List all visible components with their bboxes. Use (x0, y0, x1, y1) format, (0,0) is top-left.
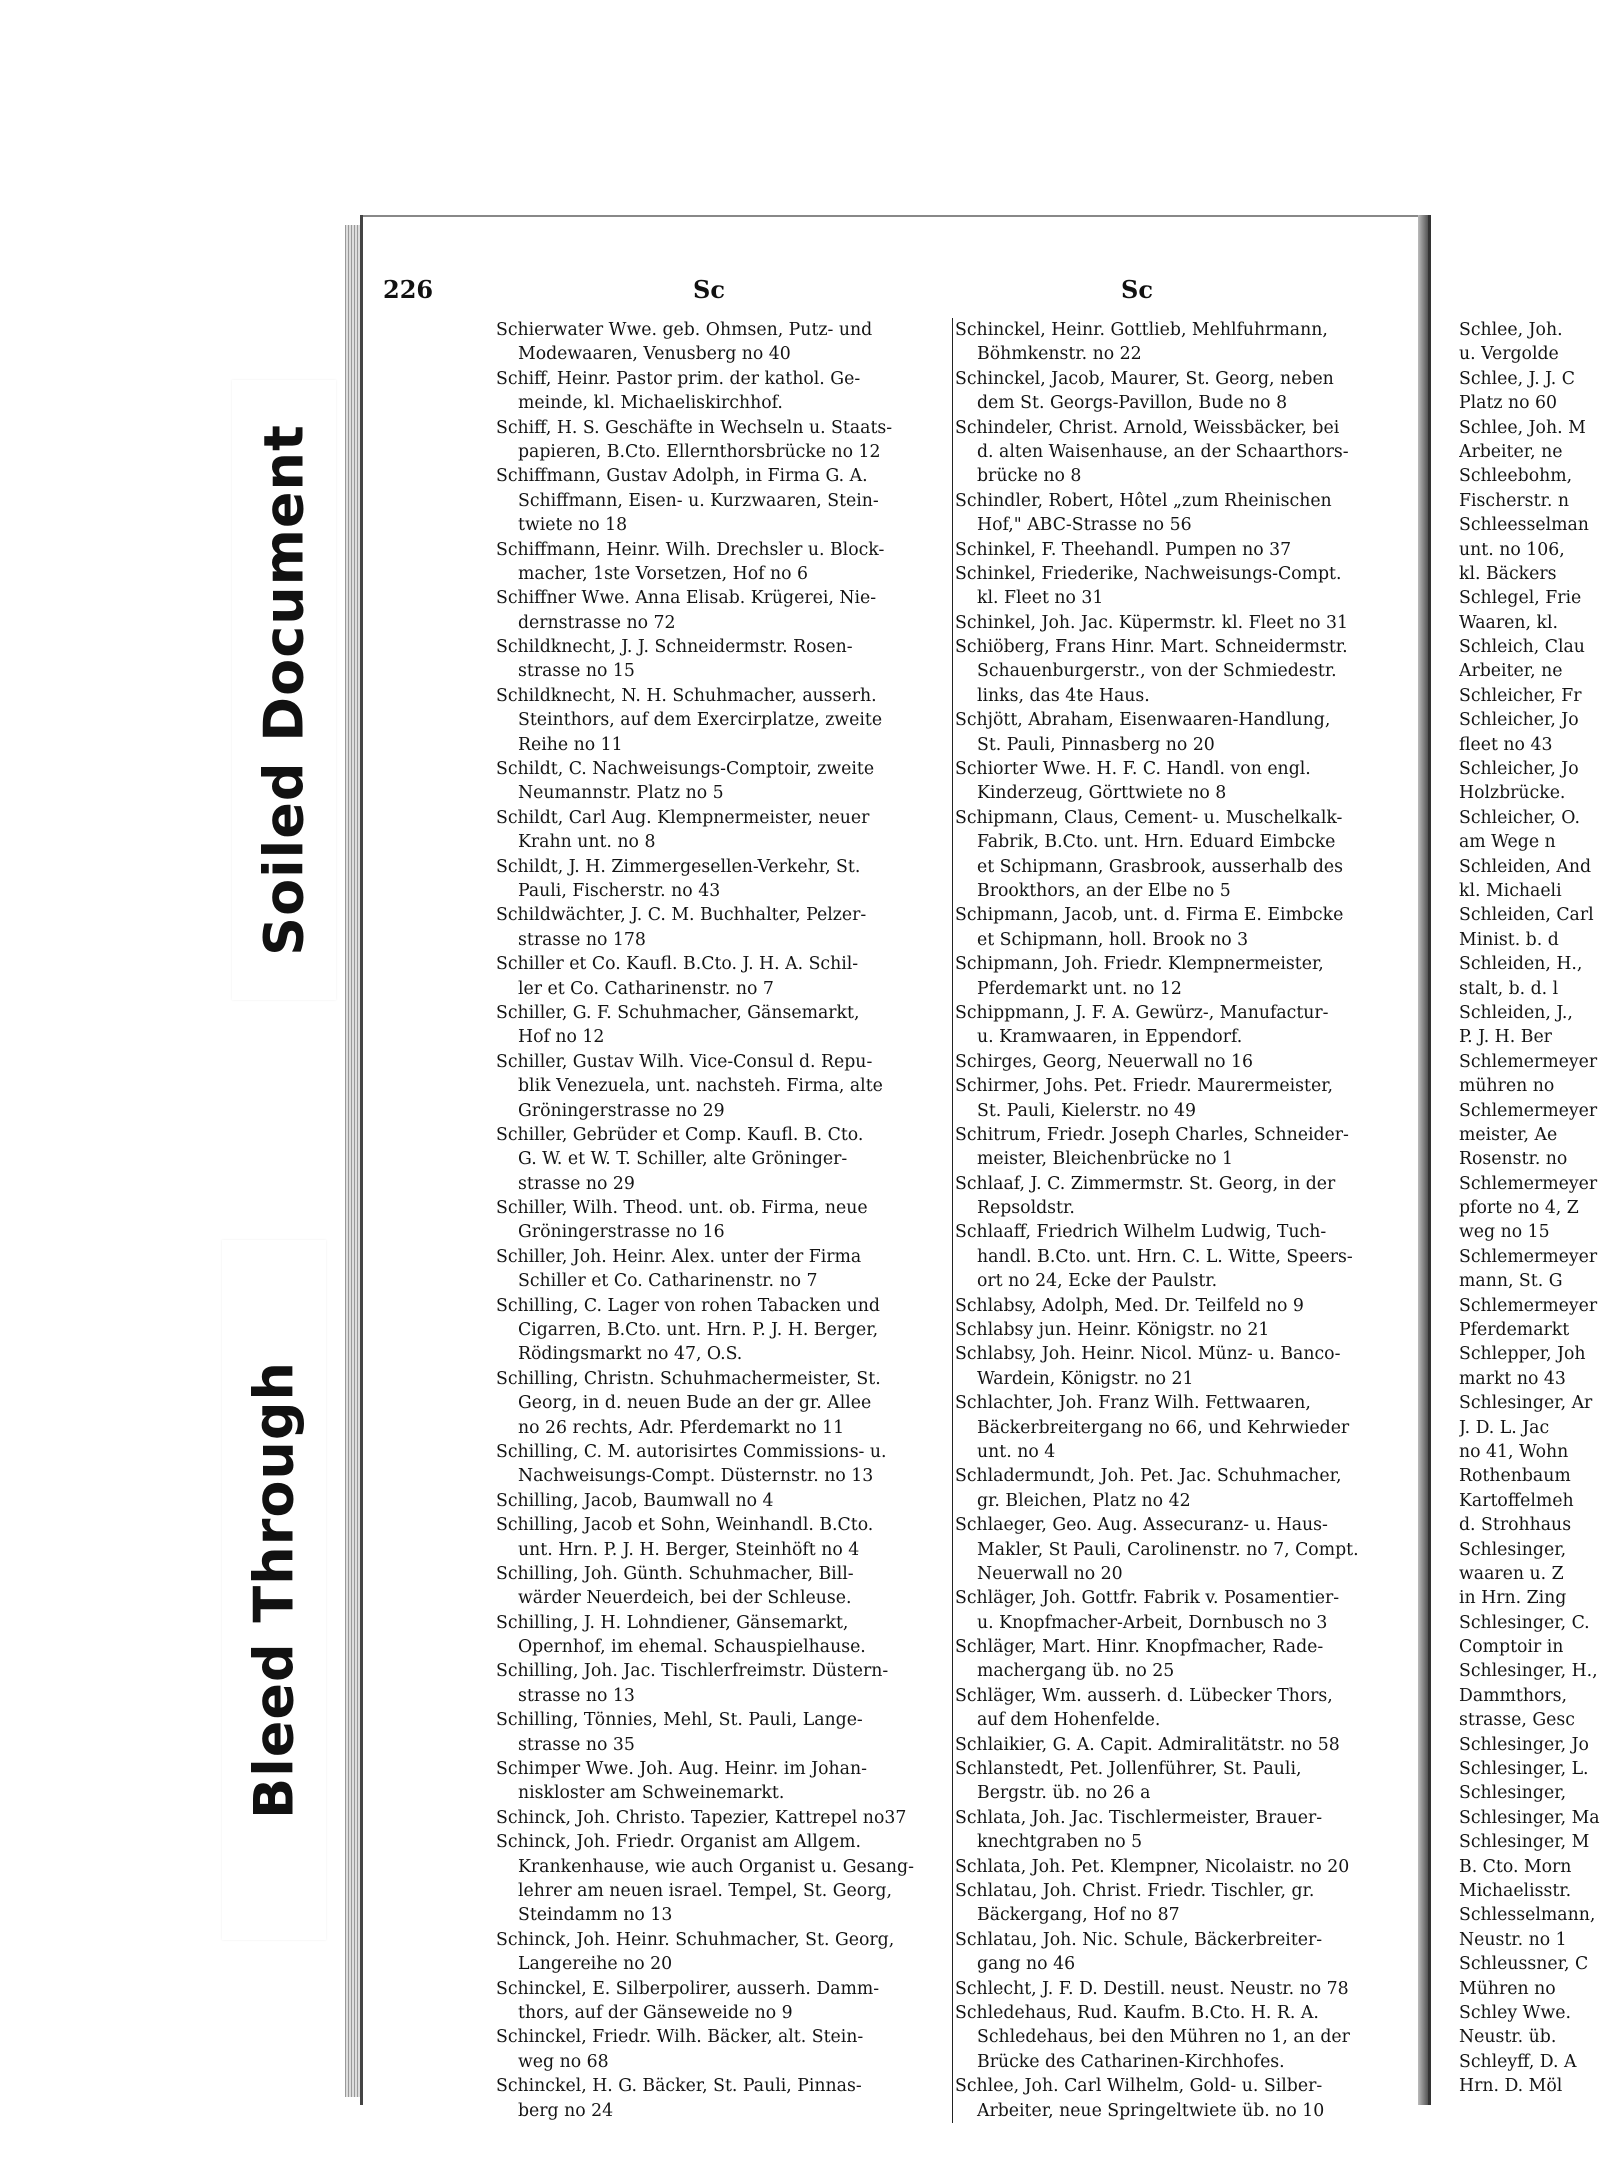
entry-continuation: macher, 1ste Vorsetzen, Hof no 6 (518, 563, 809, 584)
next-page-line: Schleich, Clau (1459, 637, 1585, 658)
entry-continuation: Hof," ABC-Strasse no 56 (977, 515, 1192, 536)
book-spine (1418, 215, 1428, 2105)
entry-line: Schinckel, Jacob, Maurer, St. Georg, neben (955, 368, 1334, 389)
entry-line: Schippmann, J. F. A. Gewürz-, Manufactur- (955, 1002, 1329, 1023)
entry-line: Schilling, Joh. Jac. Tischlerfreimstr. Düstern- (496, 1661, 889, 1682)
entry-line: Schilling, J. H. Lohndiener, Gänsemarkt, (496, 1612, 849, 1633)
entry-continuation: lehrer am neuen israel. Tempel, St. Georg, (518, 1881, 892, 1901)
next-page-line: Schley Wwe. (1459, 2002, 1571, 2023)
next-page-line: pforte no 4, Z (1459, 1198, 1579, 1219)
next-page-line: Hrn. D. Möl (1459, 2076, 1563, 2097)
entry-line: Schilling, Christn. Schuhmachermeister, St. (496, 1368, 881, 1389)
entry-line: Schiorter Wwe. H. F. C. Handl. von engl. (955, 759, 1311, 780)
entry-continuation: Brookthors, an der Elbe no 5 (977, 880, 1231, 901)
entry-line: Schlabsy, Joh. Heinr. Nicol. Münz- u. Banco- (955, 1344, 1341, 1365)
entry-line: Schiller, Gustav Wilh. Vice-Consul d. Repu- (496, 1051, 873, 1072)
entry-line: Schinkel, Joh. Jac. Küpermstr. kl. Fleet no 31 (955, 612, 1349, 633)
entry-continuation: links, das 4te Haus. (977, 685, 1150, 706)
next-page-line: no 41, Wohn (1459, 1441, 1569, 1462)
next-page-line: in Hrn. Zing (1459, 1588, 1567, 1609)
entry-line: Schilling, C. Lager von rohen Tabacken und (496, 1295, 880, 1316)
next-page-line: Schleussner, C (1459, 1954, 1589, 1975)
entry-continuation: Cigarren, B.Cto. unt. Hrn. P. J. H. Berger, (518, 1320, 879, 1341)
entry-continuation: Schiffmann, Eisen- u. Kurzwaaren, Stein- (518, 490, 879, 511)
next-page-line: Schleicher, O. (1459, 807, 1580, 828)
entry-line: Schirmer, Johs. Pet. Friedr. Maurermeister, (955, 1076, 1334, 1097)
left-column-heading: Sc (693, 275, 725, 304)
entry-continuation: Gröningerstrasse no 29 (518, 1100, 725, 1121)
entry-line: Schirges, Georg, Neuerwall no 16 (955, 1051, 1253, 1072)
entry-continuation: papieren, B.Cto. Ellernthorsbrücke no 12 (518, 441, 881, 462)
entry-continuation: dem St. Georgs-Pavillon, Bude no 8 (977, 393, 1288, 414)
entry-line: Schlabsy jun. Heinr. Königstr. no 21 (955, 1320, 1270, 1341)
next-page-line: Schleicher, Jo (1459, 710, 1579, 731)
entry-line: Schlatau, Joh. Nic. Schule, Bäckerbreiter- (955, 1929, 1323, 1950)
entry-continuation: Rödingsmarkt no 47, O.S. (518, 1344, 743, 1365)
entry-continuation: Bergstr. üb. no 26 a (977, 1783, 1151, 1804)
entry-continuation: Bäckergang, Hof no 87 (977, 1905, 1180, 1926)
next-page-line: Arbeiter, ne (1459, 661, 1563, 682)
entry-continuation: Neumannstr. Platz no 5 (518, 783, 724, 804)
entry-continuation: d. alten Waisenhause, an der Schaarthors- (977, 441, 1349, 462)
entry-line: Schlaikier, G. A. Capit. Admiralitätstr. no 58 (955, 1734, 1340, 1755)
next-page-line: weg no 15 (1459, 1222, 1550, 1243)
next-page-line: Schleiden, J., (1459, 1002, 1573, 1023)
entry-line: Schinckel, E. Silberpolirer, ausserh. Damm- (496, 1978, 880, 1999)
entry-line: Schlata, Joh. Jac. Tischlermeister, Brauer- (955, 1807, 1323, 1828)
entry-line: Schipmann, Claus, Cement- u. Muschelkalk- (955, 807, 1343, 828)
next-page-line: Schlegel, Frie (1459, 588, 1582, 609)
next-page-line: Schleesselman (1459, 515, 1589, 536)
next-page-line: Comptoir in (1459, 1637, 1564, 1658)
entry-line: Schilling, C. M. autorisirtes Commissions- u. (496, 1441, 887, 1462)
entry-continuation: Opernhof, im ehemal. Schauspielhause. (518, 1637, 866, 1658)
entry-continuation: unt. Hrn. P. J. H. Berger, Steinhöft no 4 (518, 1539, 860, 1560)
entry-line: Schipmann, Jacob, unt. d. Firma E. Eimbcke (955, 905, 1344, 926)
entry-continuation: St. Pauli, Pinnasberg no 20 (977, 734, 1215, 755)
entry-line: Schildt, C. Nachweisungs-Comptoir, zweite (496, 759, 875, 780)
entry-line: Schiller, G. F. Schuhmacher, Gänsemarkt, (496, 1002, 860, 1023)
entry-line: Schlabsy, Adolph, Med. Dr. Teilfeld no 9 (955, 1295, 1304, 1316)
next-page-line: Holzbrücke. (1459, 783, 1566, 804)
entry-continuation: berg no 24 (518, 2100, 614, 2121)
entry-continuation: thors, auf der Gänseweide no 9 (518, 2002, 793, 2023)
entry-continuation: brücke no 8 (977, 466, 1082, 487)
entry-continuation: wärder Neuerdeich, bei der Schleuse. (518, 1588, 852, 1609)
next-page-line: Schlesinger, Ar (1459, 1393, 1593, 1414)
next-page-line: Schlesinger, L. (1459, 1759, 1589, 1780)
entry-line: Schinckel, H. G. Bäcker, St. Pauli, Pinnas- (496, 2076, 862, 2097)
entry-continuation: Pauli, Fischerstr. no 43 (518, 880, 721, 901)
left-column (496, 318, 953, 2123)
next-page-line: stalt, b. d. l (1459, 978, 1559, 999)
next-page-line: Rosenstr. no (1459, 1149, 1568, 1170)
next-page-line: kl. Bäckers (1459, 563, 1557, 584)
next-page-line: mann, St. G (1459, 1271, 1563, 1292)
entry-continuation: Bäckerbreitergang no 66, und Kehrwieder (977, 1417, 1350, 1438)
next-page-line: markt no 43 (1459, 1368, 1566, 1389)
page-header (383, 275, 1393, 315)
next-page-line: unt. no 106, (1459, 539, 1565, 560)
entry-line: Schiff, H. S. Geschäfte in Wechseln u. Staats- (496, 417, 893, 438)
page-edge-stack (345, 225, 361, 2097)
entry-continuation: gr. Bleichen, Platz no 42 (977, 1490, 1191, 1511)
entry-line: Schinckel, Friedr. Wilh. Bäcker, alt. Stein- (496, 2027, 864, 2048)
entry-continuation: blik Venezuela, unt. nachsteh. Firma, alte (518, 1076, 883, 1097)
next-page-line: Schleiden, And (1459, 856, 1592, 877)
entry-continuation: Makler, St Pauli, Carolinenstr. no 7, Compt. (977, 1539, 1359, 1560)
entry-continuation: St. Pauli, Kielerstr. no 49 (977, 1100, 1196, 1121)
next-page-line: d. Strohhaus (1459, 1515, 1572, 1536)
next-page-line: Schlee, J. J. C (1459, 368, 1575, 389)
next-page-line: Waaren, kl. (1459, 612, 1558, 633)
entry-line: Schlaaf, J. C. Zimmermstr. St. Georg, in der (955, 1173, 1336, 1194)
entry-continuation: Kinderzeug, Görttwiete no 8 (977, 783, 1227, 804)
entry-line: Schindeler, Christ. Arnold, Weissbäcker, bei (955, 417, 1340, 438)
next-page-line: meister, Ae (1459, 1124, 1558, 1145)
entry-line: Schlaaff, Friedrich Wilhelm Ludwig, Tuch- (955, 1222, 1327, 1243)
entry-continuation: ort no 24, Ecke der Paulstr. (977, 1271, 1218, 1292)
entry-continuation: Nachweisungs-Compt. Düsternstr. no 13 (518, 1466, 874, 1487)
entry-line: Schinkel, F. Theehandl. Pumpen no 37 (955, 539, 1292, 560)
next-page-line: Schleiden, H., (1459, 954, 1583, 975)
soiled-document-label: Soiled Document (232, 380, 336, 1000)
next-page-line: Schlesinger, (1459, 1539, 1567, 1560)
next-page-line: waaren u. Z (1459, 1563, 1564, 1584)
entry-continuation: meister, Bleichenbrücke no 1 (977, 1149, 1234, 1170)
next-page-line: Platz no 60 (1459, 393, 1558, 414)
entry-continuation: Schledehaus, bei den Mühren no 1, an der (977, 2027, 1350, 2048)
entry-line: Schiller et Co. Kaufl. B.Cto. J. H. A. Schil- (496, 954, 859, 975)
next-page-line: Schlepper, Joh (1459, 1344, 1586, 1365)
entry-continuation: Krankenhause, wie auch Organist u. Gesang- (518, 1856, 914, 1877)
entry-continuation: strasse no 35 (518, 1734, 635, 1755)
next-page-line: B. Cto. Morn (1459, 1856, 1572, 1877)
entry-line: Schilling, Joh. Günth. Schuhmacher, Bill- (496, 1563, 854, 1584)
entry-line: Schlecht, J. F. D. Destill. neust. Neustr. no 78 (955, 1978, 1349, 1999)
next-page-line: Schlemermeyer (1459, 1246, 1598, 1267)
next-page-line: Schlesselmann, (1459, 1905, 1596, 1926)
next-page-line: Schlemermeyer (1459, 1295, 1598, 1316)
entry-line: Schinck, Joh. Christo. Tapezier, Kattrepel no37 (496, 1807, 907, 1828)
entry-continuation: twiete no 18 (518, 515, 628, 536)
entry-line: Schiller, Gebrüder et Comp. Kaufl. B. Cto. (496, 1124, 864, 1145)
entry-continuation: niskloster am Schweinemarkt. (518, 1783, 785, 1804)
next-page-line: mühren no (1459, 1076, 1555, 1097)
entry-continuation: machergang üb. no 25 (977, 1661, 1175, 1682)
entry-line: Schiller, Wilh. Theod. unt. ob. Firma, neue (496, 1198, 868, 1219)
next-page-line: Schleyff, D. A (1459, 2051, 1577, 2072)
next-page-line: Schlesinger, Ma (1459, 1807, 1600, 1828)
next-page-line: Arbeiter, ne (1459, 441, 1563, 462)
entry-continuation: Steinthors, auf dem Exercirplatze, zweite (518, 710, 883, 731)
entry-continuation: Hof no 12 (518, 1027, 605, 1048)
entry-continuation: u. Knopfmacher-Arbeit, Dornbusch no 3 (977, 1612, 1328, 1633)
entry-continuation: Neuerwall no 20 (977, 1563, 1123, 1584)
next-page-line: Schlesinger, Jo (1459, 1734, 1589, 1755)
next-page-line: Schlesinger, C. (1459, 1612, 1590, 1633)
next-page-line: Neustr. no 1 (1459, 1929, 1567, 1950)
entry-line: Schildknecht, N. H. Schuhmacher, ausserh. (496, 685, 877, 706)
entry-continuation: et Schipmann, Grasbrook, ausserhalb des (977, 856, 1343, 877)
entry-continuation: ler et Co. Catharinenstr. no 7 (518, 978, 774, 999)
entry-line: Schlachter, Joh. Franz Wilh. Fettwaaren, (955, 1393, 1311, 1414)
entry-line: Schiffmann, Heinr. Wilh. Drechsler u. Block- (496, 539, 885, 560)
entry-line: Schinck, Joh. Friedr. Organist am Allgem. (496, 1832, 861, 1853)
entry-continuation: Modewaaren, Venusberg no 40 (518, 344, 791, 365)
entry-line: Schlee, Joh. Carl Wilhelm, Gold- u. Silber- (955, 2076, 1323, 2097)
entry-line: Schlatau, Joh. Christ. Friedr. Tischler, gr. (955, 1881, 1315, 1901)
entry-continuation: weg no 68 (518, 2051, 609, 2072)
next-page-line: Mühren no (1459, 1978, 1556, 1999)
right-column (955, 318, 1407, 2123)
entry-line: Schjött, Abraham, Eisenwaaren-Handlung, (955, 710, 1331, 731)
entry-continuation: kl. Fleet no 31 (977, 588, 1104, 609)
entry-line: Schildwächter, J. C. M. Buchhalter, Pelzer- (496, 905, 867, 926)
entry-continuation: Schauenburgerstr., von der Schmiedestr. (977, 661, 1337, 682)
entry-continuation: strasse no 178 (518, 929, 646, 950)
entry-continuation: meinde, kl. Michaeliskirchhof. (518, 393, 783, 414)
next-page-line: Kartoffelmeh (1459, 1490, 1574, 1511)
entry-continuation: Repsoldstr. (977, 1198, 1075, 1219)
next-page-line: am Wege n (1459, 832, 1556, 853)
entry-line: Schläger, Mart. Hinr. Knopfmacher, Rade- (955, 1637, 1324, 1658)
entry-line: Schlaeger, Geo. Aug. Assecuranz- u. Haus- (955, 1515, 1328, 1536)
entry-line: Schitrum, Friedr. Joseph Charles, Schneider- (955, 1124, 1349, 1145)
entry-line: Schildt, J. H. Zimmergesellen-Verkehr, St. (496, 856, 861, 877)
entry-line: Schledehaus, Rud. Kaufm. B.Cto. H. R. A. (955, 2002, 1319, 2023)
entry-continuation: Brücke des Catharinen-Kirchhofes. (977, 2051, 1285, 2072)
entry-continuation: Arbeiter, neue Springeltwiete üb. no 10 (977, 2100, 1325, 2121)
next-page-line: Schleicher, Fr (1459, 685, 1582, 706)
entry-continuation: dernstrasse no 72 (518, 612, 676, 633)
next-page-line: Schlee, Joh. (1459, 320, 1563, 340)
next-page-line: Michaelisstr. (1459, 1881, 1572, 1901)
bleed-through-label: Bleed Through (222, 1240, 326, 1940)
entry-line: Schipmann, Joh. Friedr. Klempnermeister, (955, 954, 1324, 975)
entry-line: Schläger, Wm. ausserh. d. Lübecker Thors, (955, 1685, 1333, 1706)
entry-continuation: Reihe no 11 (518, 734, 623, 755)
entry-continuation: Gröningerstrasse no 16 (518, 1222, 725, 1243)
next-page-line: u. Vergolde (1459, 344, 1559, 365)
entry-line: Schiffmann, Gustav Adolph, in Firma G. A. (496, 466, 868, 487)
next-page-line: Schlesinger, H., (1459, 1661, 1598, 1682)
next-page-line: Neustr. üb. (1459, 2027, 1557, 2048)
entry-continuation: gang no 46 (977, 1954, 1076, 1975)
entry-continuation: Wardein, Königstr. no 21 (977, 1368, 1194, 1389)
next-page-line: Minist. b. d (1459, 929, 1559, 950)
entry-continuation: strasse no 13 (518, 1685, 635, 1706)
next-page-line: Schleicher, Jo (1459, 759, 1579, 780)
page-number: 226 (383, 275, 434, 304)
entry-line: Schladermundt, Joh. Pet. Jac. Schuhmacher, (955, 1466, 1342, 1487)
entry-line: Schiffner Wwe. Anna Elisab. Krügerei, Nie- (496, 588, 877, 609)
next-page-line: Schleiden, Carl (1459, 905, 1594, 926)
entry-line: Schildknecht, J. J. Schneidermstr. Rosen- (496, 637, 853, 658)
entry-line: Schildt, Carl Aug. Klempnermeister, neuer (496, 807, 870, 828)
entry-line: Schilling, Jacob et Sohn, Weinhandl. B.Cto. (496, 1515, 874, 1536)
entry-line: Schimper Wwe. Joh. Aug. Heinr. im Johan- (496, 1759, 867, 1780)
next-page-line: Schlemermeyer (1459, 1173, 1598, 1194)
entry-line: Schinckel, Heinr. Gottlieb, Mehlfuhrmann, (955, 320, 1328, 340)
entry-continuation: Schiller et Co. Catharinenstr. no 7 (518, 1271, 818, 1292)
entry-line: Schilling, Tönnies, Mehl, St. Pauli, Lange- (496, 1710, 863, 1731)
next-page-line: Schlesinger, M (1459, 1832, 1590, 1853)
next-page-line: Pferdemarkt (1459, 1320, 1570, 1341)
entry-line: Schiller, Joh. Heinr. Alex. unter der Firma (496, 1246, 862, 1267)
next-page-line: Schlee, Joh. M (1459, 417, 1586, 438)
next-page-line: kl. Michaeli (1459, 880, 1562, 901)
next-page-line: Rothenbaum (1459, 1466, 1571, 1487)
directory-page (360, 215, 1421, 2121)
next-page-partial (1428, 215, 1600, 2105)
entry-continuation: Georg, in d. neuen Bude an der gr. Allee (518, 1393, 872, 1414)
next-page-line: Schlemermeyer (1459, 1100, 1598, 1121)
entry-line: Schilling, Jacob, Baumwall no 4 (496, 1490, 774, 1511)
entry-continuation: G. W. et W. T. Schiller, alte Gröninger- (518, 1149, 848, 1170)
next-page-line: Dammthors, (1459, 1685, 1568, 1706)
entry-line: Schlata, Joh. Pet. Klempner, Nicolaistr. no 20 (955, 1856, 1350, 1877)
next-page-line: Schleebohm, (1459, 466, 1573, 487)
entry-line: Schinkel, Friederike, Nachweisungs-Compt. (955, 563, 1342, 584)
top-rule (363, 215, 1421, 217)
entry-continuation: Krahn unt. no 8 (518, 832, 656, 853)
entry-line: Schiff, Heinr. Pastor prim. der kathol. Ge- (496, 368, 861, 389)
entry-continuation: Fabrik, B.Cto. unt. Hrn. Eduard Eimbcke (977, 832, 1336, 853)
next-page-line: strasse, Gesc (1459, 1710, 1575, 1731)
entry-continuation: Böhmkenstr. no 22 (977, 344, 1142, 365)
entry-continuation: knechtgraben no 5 (977, 1832, 1143, 1853)
entry-continuation: strasse no 29 (518, 1173, 635, 1194)
entry-continuation: handl. B.Cto. unt. Hrn. C. L. Witte, Speers- (977, 1246, 1353, 1267)
next-page-line: Schlesinger, (1459, 1783, 1567, 1804)
right-column-heading: Sc (1121, 275, 1153, 304)
next-page-column (1459, 318, 1600, 2099)
next-page-line: J. D. L. Jac (1459, 1417, 1550, 1438)
entry-continuation: unt. no 4 (977, 1441, 1056, 1462)
next-page-line: P. J. H. Ber (1459, 1027, 1552, 1048)
entry-continuation: Pferdemarkt unt. no 12 (977, 978, 1182, 999)
entry-continuation: Langereihe no 20 (518, 1954, 673, 1975)
next-page-line: Schlemermeyer (1459, 1051, 1598, 1072)
entry-continuation: strasse no 15 (518, 661, 635, 682)
entry-line: Schläger, Joh. Gottfr. Fabrik v. Posamentier- (955, 1588, 1340, 1609)
entry-line: Schindler, Robert, Hôtel „zum Rheinischen (955, 490, 1332, 511)
next-page-line: Fischerstr. n (1459, 490, 1569, 511)
entry-continuation: et Schipmann, holl. Brook no 3 (977, 929, 1249, 950)
entry-line: Schiöberg, Frans Hinr. Mart. Schneidermstr. (955, 637, 1348, 658)
entry-line: Schlanstedt, Pet. Jollenführer, St. Pauli, (955, 1759, 1302, 1780)
entry-continuation: no 26 rechts, Adr. Pferdemarkt no 11 (518, 1417, 845, 1438)
entry-line: Schinck, Joh. Heinr. Schuhmacher, St. Georg, (496, 1929, 895, 1950)
entry-continuation: auf dem Hohenfelde. (977, 1710, 1161, 1731)
next-page-line: fleet no 43 (1459, 734, 1553, 755)
entry-continuation: Steindamm no 13 (518, 1905, 673, 1926)
entry-continuation: u. Kramwaaren, in Eppendorf. (977, 1027, 1243, 1048)
entry-line: Schierwater Wwe. geb. Ohmsen, Putz- und (496, 320, 873, 340)
